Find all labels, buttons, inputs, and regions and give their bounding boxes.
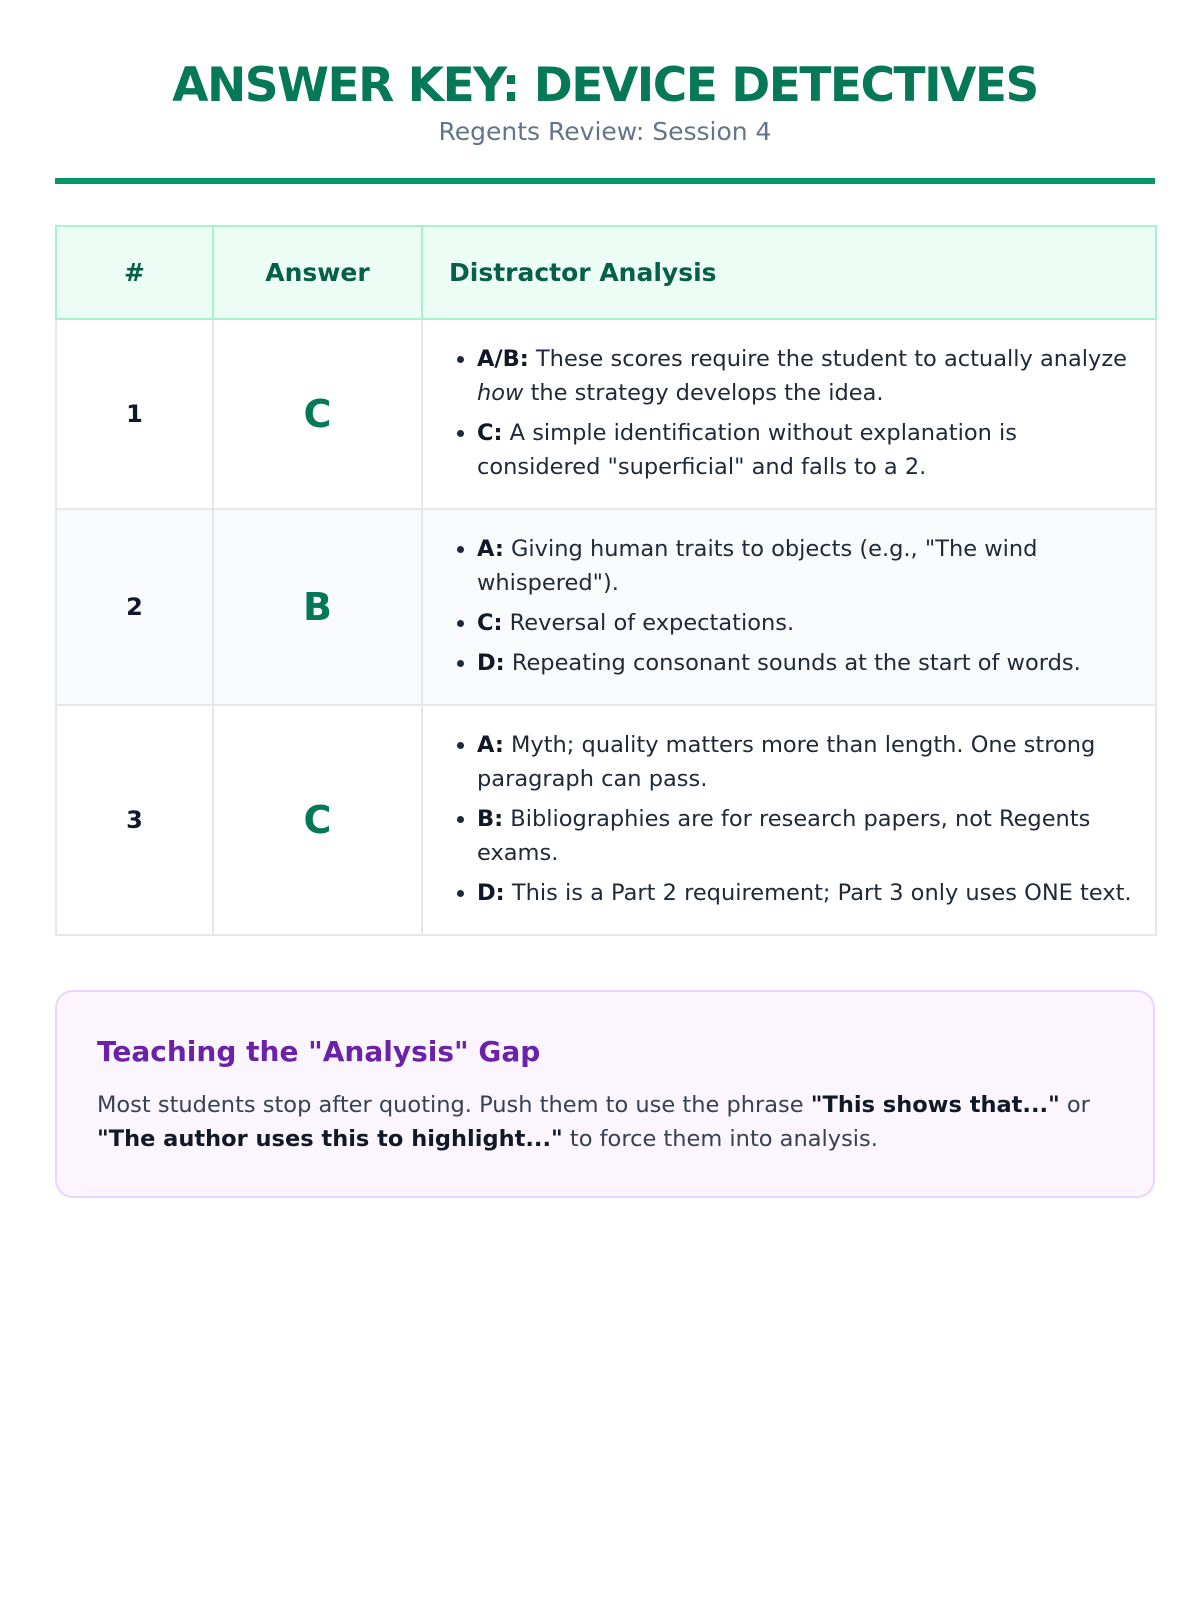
- header-number: #: [56, 226, 213, 319]
- choice-text: This is a Part 2 requirement; Part 3 only uses ONE text.: [504, 880, 1132, 906]
- choice-emphasis: how: [477, 380, 524, 406]
- table-row: [56, 319, 1156, 509]
- answer-key-page: [55, 0, 1155, 1198]
- distractor-list: [449, 532, 1135, 680]
- list-item: [477, 646, 1135, 680]
- choice-text: Repeating consonant sounds at the start of words.: [504, 650, 1081, 676]
- note-phrase: "The author uses this to highlight...": [97, 1126, 563, 1152]
- choice-label: C:: [477, 420, 503, 446]
- list-item: [477, 532, 1135, 600]
- note-text: to force them into analysis.: [562, 1126, 878, 1152]
- list-item: [477, 728, 1135, 796]
- title-divider: [55, 178, 1155, 184]
- table-row: [56, 509, 1156, 705]
- choice-text: Reversal of expectations.: [502, 610, 795, 636]
- choice-text: These scores require the student to actually analyze: [528, 346, 1128, 372]
- choice-text: Bibliographies are for research papers, not Regents exams.: [477, 806, 1091, 866]
- teaching-note-title: Teaching the "Analysis" Gap: [97, 1035, 541, 1068]
- page-subtitle: Regents Review: Session 4: [438, 117, 772, 146]
- distractor-list: [449, 342, 1135, 484]
- table-header-row: [56, 226, 1156, 319]
- choice-text: A simple identification without explanation is considered "superficial" and falls to a 2.: [477, 420, 1018, 480]
- table-row: [56, 705, 1156, 935]
- list-item: [477, 606, 1135, 640]
- choice-text: the strategy develops the idea.: [523, 380, 884, 406]
- choice-text: Giving human traits to objects (e.g., "The wind whispered").: [477, 536, 1038, 596]
- distractor-list: [449, 728, 1135, 910]
- correct-answer: B: [213, 509, 422, 705]
- list-item: [477, 876, 1135, 910]
- correct-answer: C: [213, 705, 422, 935]
- distractor-analysis-cell: [422, 319, 1156, 509]
- header-answer: Answer: [213, 226, 422, 319]
- question-number: 1: [56, 319, 213, 509]
- choice-label: A:: [477, 536, 504, 562]
- teaching-note-body: [97, 1088, 1113, 1156]
- question-number: 3: [56, 705, 213, 935]
- note-text: or: [1059, 1092, 1090, 1118]
- list-item: [477, 342, 1135, 410]
- list-item: [477, 416, 1135, 484]
- distractor-analysis-cell: [422, 509, 1156, 705]
- question-number: 2: [56, 509, 213, 705]
- list-item: [477, 802, 1135, 870]
- header-distractor-analysis: Distractor Analysis: [422, 226, 1156, 319]
- teaching-note-callout: [55, 990, 1155, 1198]
- note-phrase: "This shows that...": [810, 1092, 1060, 1118]
- note-text: Most students stop after quoting. Push them to use the phrase: [97, 1092, 811, 1118]
- page-title: ANSWER KEY: DEVICE DETECTIVES: [172, 58, 1038, 113]
- choice-label: B:: [477, 806, 504, 832]
- choice-label: A/B:: [477, 346, 529, 372]
- answer-key-table: [55, 225, 1157, 936]
- choice-text: Myth; quality matters more than length. One strong paragraph can pass.: [477, 732, 1096, 792]
- choice-label: A:: [477, 732, 504, 758]
- correct-answer: C: [213, 319, 422, 509]
- distractor-analysis-cell: [422, 705, 1156, 935]
- choice-label: D:: [477, 880, 505, 906]
- choice-label: C:: [477, 610, 503, 636]
- choice-label: D:: [477, 650, 505, 676]
